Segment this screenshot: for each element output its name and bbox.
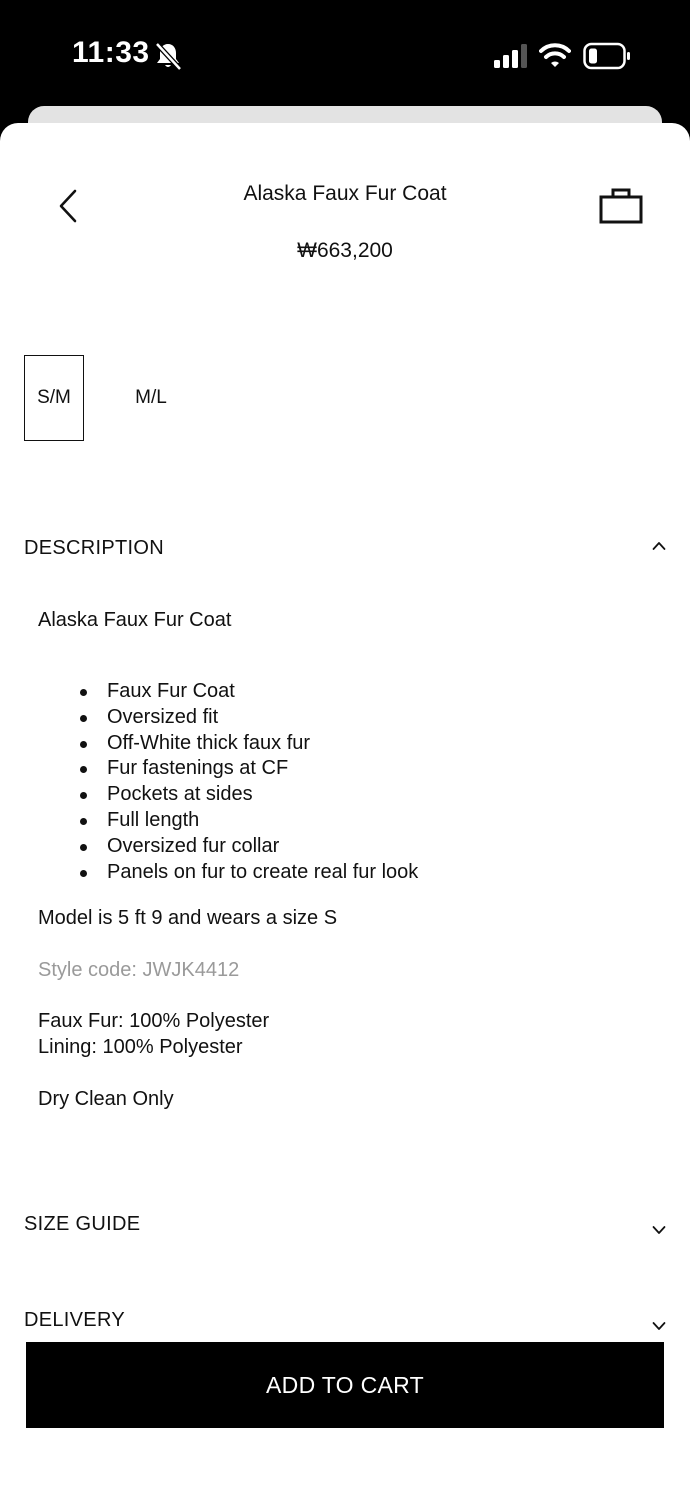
feature-item: Oversized fit bbox=[78, 705, 418, 731]
size-option-m-l[interactable] bbox=[121, 355, 181, 441]
size-option-s-m[interactable] bbox=[24, 355, 84, 441]
feature-item: Pockets at sides bbox=[78, 782, 418, 808]
delivery-section-header[interactable] bbox=[24, 1309, 666, 1332]
composition-faux-fur: Faux Fur: 100% Polyester bbox=[38, 1010, 270, 1032]
shopping-bag-icon[interactable] bbox=[598, 186, 644, 226]
wifi-icon bbox=[539, 42, 571, 68]
size-guide-label: SIZE GUIDE bbox=[24, 1213, 141, 1235]
feature-list bbox=[78, 679, 418, 885]
status-bar bbox=[0, 0, 690, 105]
description-intro: Alaska Faux Fur Coat bbox=[38, 609, 232, 631]
product-title: Alaska Faux Fur Coat bbox=[243, 182, 447, 205]
product-price: ₩663,200 bbox=[297, 239, 393, 262]
feature-item: Fur fastenings at CF bbox=[78, 756, 418, 782]
size-label: S/M bbox=[37, 387, 71, 408]
composition-lining: Lining: 100% Polyester bbox=[38, 1036, 243, 1058]
battery-icon bbox=[583, 42, 631, 70]
feature-item: Faux Fur Coat bbox=[78, 679, 418, 705]
add-to-cart-button[interactable]: ADD TO CART bbox=[26, 1342, 664, 1428]
chevron-down-icon bbox=[652, 1225, 666, 1235]
feature-item: Full length bbox=[78, 808, 418, 834]
style-code: Style code: JWJK4412 bbox=[38, 959, 240, 981]
cellular-signal-icon bbox=[494, 44, 528, 68]
size-label: M/L bbox=[135, 387, 167, 408]
description-section-header[interactable] bbox=[24, 537, 666, 560]
chevron-up-icon bbox=[652, 541, 666, 551]
delivery-label: DELIVERY bbox=[24, 1309, 125, 1331]
bell-slash-icon bbox=[154, 41, 182, 71]
chevron-down-icon bbox=[652, 1321, 666, 1331]
size-guide-section-header[interactable] bbox=[24, 1213, 666, 1236]
care-instructions: Dry Clean Only bbox=[38, 1088, 174, 1110]
model-info: Model is 5 ft 9 and wears a size S bbox=[38, 907, 338, 929]
feature-item: Off-White thick faux fur bbox=[78, 731, 418, 757]
status-time: 11:33 bbox=[72, 36, 150, 69]
feature-item: Panels on fur to create real fur look bbox=[78, 860, 418, 886]
description-label: DESCRIPTION bbox=[24, 537, 164, 559]
feature-item: Oversized fur collar bbox=[78, 834, 418, 860]
